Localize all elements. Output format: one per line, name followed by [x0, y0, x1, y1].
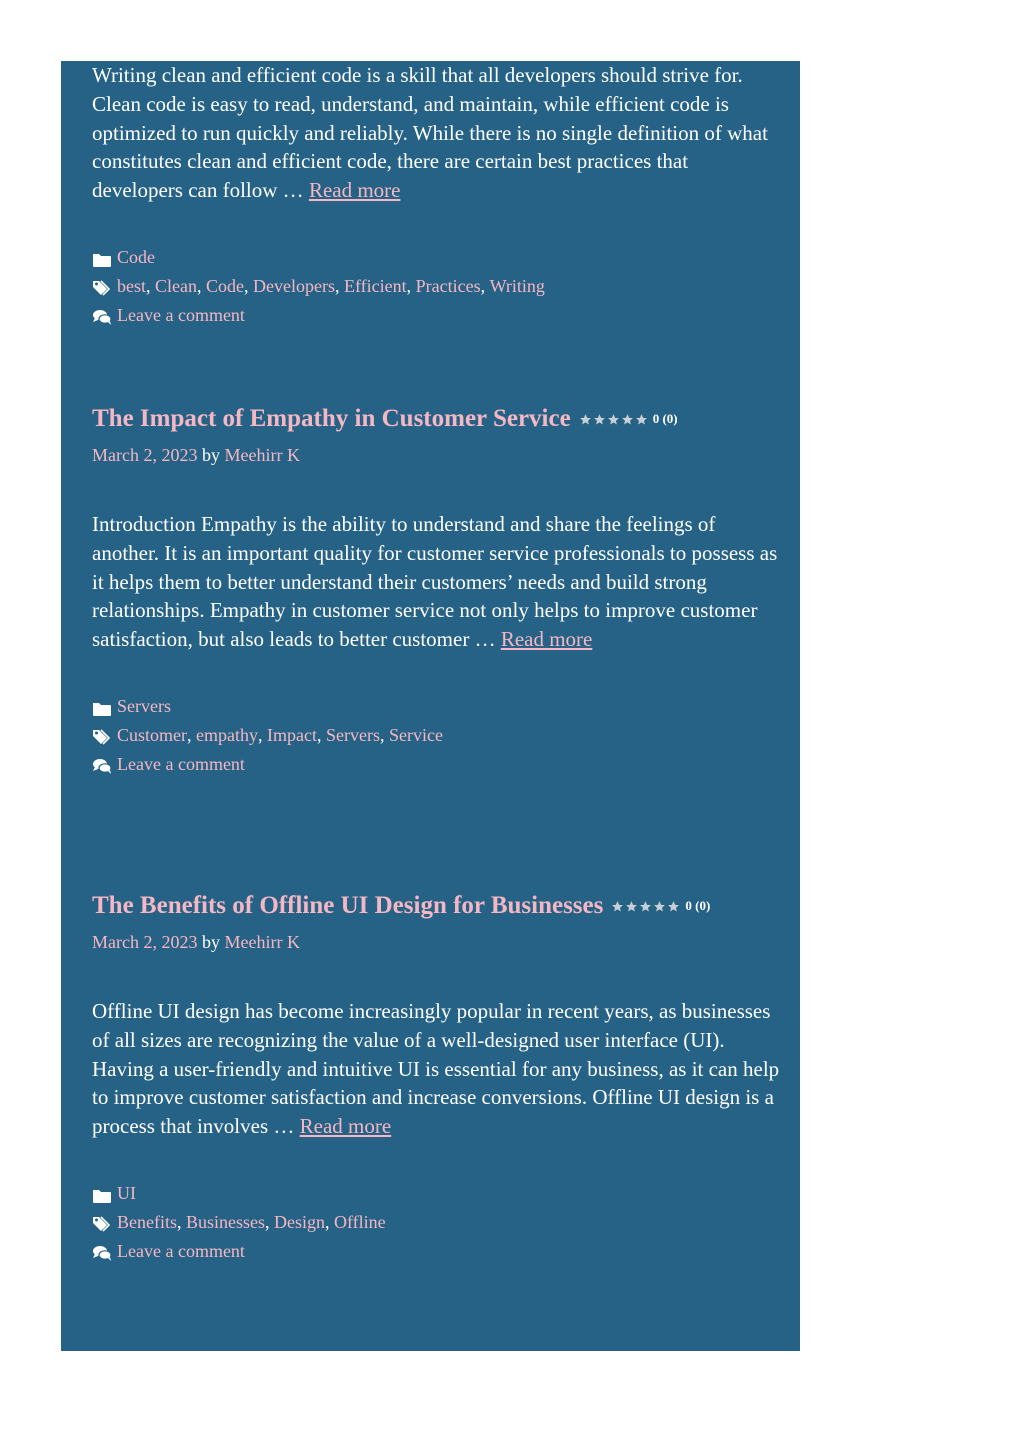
tag-link[interactable]: Service [388, 724, 443, 745]
byline-by: by [201, 445, 220, 465]
tag-link[interactable]: Code [206, 275, 244, 296]
rating-stars[interactable] [579, 413, 649, 426]
read-more-link[interactable]: Read more [299, 1114, 392, 1139]
post-byline [92, 927, 782, 957]
comment-line [92, 301, 782, 330]
tag-link[interactable]: Businesses [186, 1211, 266, 1232]
tag-separator: , [325, 1211, 335, 1232]
tag-link[interactable]: Practices [415, 275, 481, 296]
tag-link[interactable]: Developers [253, 275, 335, 296]
leave-comment-link[interactable]: Leave a comment [117, 1240, 245, 1261]
tag-link[interactable]: Servers [325, 724, 380, 745]
tag-link[interactable]: Clean [155, 275, 197, 296]
tag-separator: , [334, 275, 344, 296]
post-author[interactable]: Meehirr K [224, 445, 300, 465]
category-link[interactable]: Servers [117, 695, 171, 716]
post-excerpt: Writing clean and efficient code is a skill that all developers should strive for. Clean code is easy to read, understand, and maintain, while efficient code is optimized to run quickly and reliably. While there is no single definition of what constitutes clean and efficient code, there are certain best practices that developers can follow … Read more [92, 63, 768, 203]
tag-separator: , [177, 1211, 186, 1232]
tag-separator: , [257, 724, 267, 745]
byline-by: by [201, 932, 220, 952]
rating [579, 411, 678, 427]
tag-link[interactable]: Impact [266, 724, 317, 745]
post-date[interactable]: March 2, 2023 [92, 445, 198, 465]
tag-link[interactable]: empathy [196, 724, 258, 745]
tag-separator: , [316, 724, 326, 745]
post-title[interactable]: The Impact of Empathy in Customer Service [92, 405, 571, 432]
tag-link[interactable]: Offline [334, 1211, 386, 1232]
post-title[interactable]: The Benefits of Offline UI Design for Businesses [92, 892, 604, 919]
rating-count: 0 (0) [685, 898, 711, 913]
star-icon[interactable] [593, 413, 606, 426]
read-more-link[interactable]: Read more [500, 627, 593, 652]
leave-comment-link[interactable]: Leave a comment [117, 304, 245, 325]
folder-icon [92, 248, 112, 266]
folder-icon [92, 697, 112, 715]
comments-icon [92, 1242, 112, 1260]
comments-icon [92, 306, 112, 324]
rating-count: 0 (0) [652, 411, 678, 426]
tag-link[interactable]: Efficient [343, 275, 407, 296]
tag-link[interactable]: Benefits [117, 1211, 177, 1232]
star-icon[interactable] [611, 900, 624, 913]
folder-icon [92, 1184, 112, 1202]
star-icon[interactable] [635, 413, 648, 426]
leave-comment-link[interactable]: Leave a comment [117, 753, 245, 774]
tag-link[interactable]: Customer [117, 724, 187, 745]
tag-separator: , [187, 724, 196, 745]
category-line [92, 1179, 782, 1208]
tags-line [92, 1208, 782, 1237]
category-line [92, 243, 782, 272]
tag-link[interactable]: best [117, 275, 146, 296]
post-article [92, 889, 782, 1266]
post-title-row [92, 889, 782, 923]
tag-separator: , [379, 724, 389, 745]
post-meta [92, 692, 782, 779]
tag-separator: , [146, 275, 155, 296]
category-link[interactable]: Code [117, 246, 155, 267]
comment-line [92, 750, 782, 779]
tag-link[interactable]: Design [274, 1211, 326, 1232]
star-icon[interactable] [607, 413, 620, 426]
post-author[interactable]: Meehirr K [224, 932, 300, 952]
tags-icon [92, 726, 112, 744]
comments-icon [92, 755, 112, 773]
tags-line [92, 272, 782, 301]
rating-stars[interactable] [611, 900, 681, 913]
tag-separator: , [265, 1211, 275, 1232]
post-date[interactable]: March 2, 2023 [92, 932, 198, 952]
tags-icon [92, 277, 112, 295]
post-title-row [92, 402, 782, 436]
star-icon[interactable] [667, 900, 680, 913]
star-icon[interactable] [653, 900, 666, 913]
tags-line [92, 721, 782, 750]
post-meta [92, 1179, 782, 1266]
post-byline [92, 440, 782, 470]
star-icon[interactable] [579, 413, 592, 426]
tag-link[interactable]: Writing [489, 275, 545, 296]
tag-separator: , [244, 275, 253, 296]
comment-line [92, 1237, 782, 1266]
rating [611, 898, 710, 914]
star-icon[interactable] [625, 900, 638, 913]
tag-separator: , [480, 275, 490, 296]
star-icon[interactable] [639, 900, 652, 913]
star-icon[interactable] [621, 413, 634, 426]
post-excerpt: Introduction Empathy is the ability to understand and share the feelings of another. It is an important quality for customer service professionals to possess as it helps them to better understand their customers’ needs and build strong relationships. Empathy in customer service not only helps to improve customer satisfaction, but also leads to better customer … Read more [92, 512, 778, 652]
read-more-link[interactable]: Read more [308, 178, 401, 203]
post-partial [92, 61, 782, 330]
post-meta [92, 243, 782, 330]
post-article [92, 402, 782, 779]
category-line [92, 692, 782, 721]
tags-icon [92, 1213, 112, 1231]
tag-separator: , [197, 275, 206, 296]
tag-separator: , [406, 275, 416, 296]
category-link[interactable]: UI [117, 1182, 136, 1203]
post-excerpt: Offline UI design has become increasingly popular in recent years, as businesses of all sizes are recognizing the value of a well-designed user interface (UI). Having a user-friendly and intuitive UI is essential for any business, as it can help to improve customer satisfaction and increase conversions. Offline UI design is a process that involves … Read more [92, 999, 780, 1139]
